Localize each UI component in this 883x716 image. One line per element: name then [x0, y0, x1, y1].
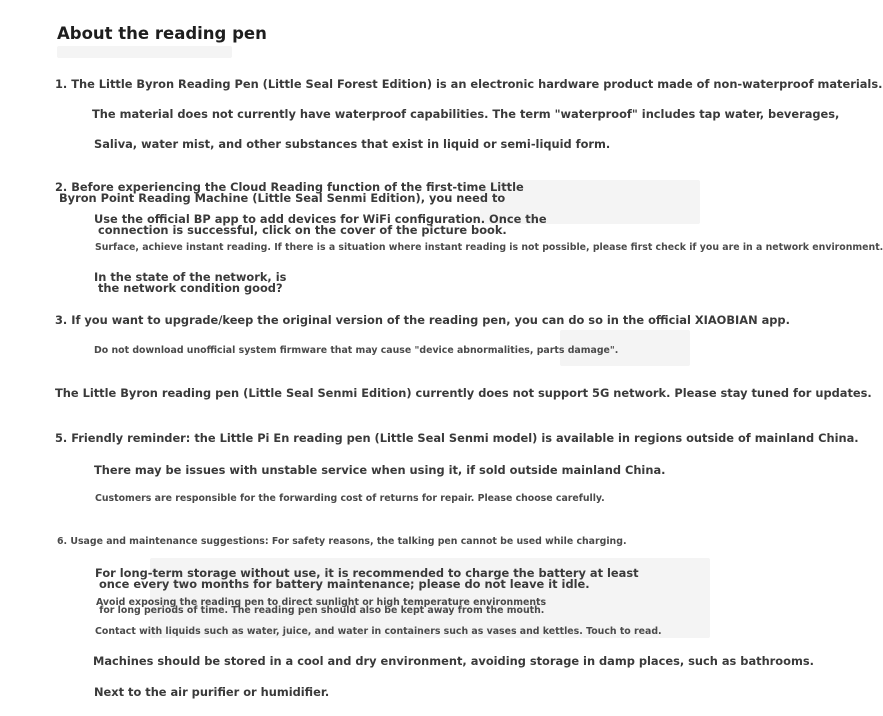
- paragraph-6-line-5: for long periods of time. The reading pen should also be kept away from the mouth.: [96, 605, 545, 616]
- paragraph-6-line-8: Next to the air purifier or humidifier.: [94, 685, 330, 699]
- paragraph-6-line-7: Machines should be stored in a cool and dry environment, avoiding storage in damp places, such as bathrooms.: [93, 654, 814, 668]
- paragraph-5-line-1: 5. Friendly reminder: the Little Pi En reading pen (Little Seal Senmi model) is available in regions outside of mainland China.: [55, 431, 859, 445]
- paragraph-4-line-1: The Little Byron reading pen (Little Seal Senmi Edition) currently does not support 5G network. Please stay tuned for updates.: [55, 386, 872, 400]
- paragraph-2-line-3: Use the official BP app to add devices for WiFi configuration. Once the: [94, 212, 547, 226]
- paragraph-2-line-4: connection is successful, click on the cover of the picture book.: [94, 223, 507, 237]
- page-title: About the reading pen: [57, 24, 267, 43]
- paragraph-6-line-3: once every two months for battery maintenance; please do not leave it idle.: [95, 577, 590, 591]
- paragraph-2-line-2: Byron Point Reading Machine (Little Seal Senmi Edition), you need to: [55, 191, 506, 205]
- paragraph-5-line-3: Customers are responsible for the forwarding cost of returns for repair. Please choose carefully.: [95, 493, 605, 504]
- paragraph-5-line-2: There may be issues with unstable service when using it, if sold outside mainland China.: [94, 463, 666, 477]
- faint-shading: [57, 46, 232, 58]
- paragraph-1-line-2: The material does not currently have waterproof capabilities. The term "waterproof" includes tap water, beverages,: [92, 107, 840, 121]
- paragraph-2-line-5: Surface, achieve instant reading. If there is a situation where instant reading is not possible, please first check if you are in a network environment.: [95, 242, 883, 253]
- paragraph-6-line-6: Contact with liquids such as water, juice, and water in containers such as vases and kettles. Touch to read.: [95, 626, 662, 637]
- paragraph-6-line-2: For long-term storage without use, it is recommended to charge the battery at least: [95, 566, 639, 580]
- paragraph-1-line-1: 1. The Little Byron Reading Pen (Little Seal Forest Edition) is an electronic hardware product made of non-waterproof materials.: [55, 77, 883, 91]
- paragraph-6-line-4: Avoid exposing the reading pen to direct sunlight or high temperature environments: [96, 597, 547, 608]
- paragraph-3-line-1: 3. If you want to upgrade/keep the original version of the reading pen, you can do so in the official XIAOBIAN app.: [55, 313, 790, 327]
- paragraph-6-line-1: 6. Usage and maintenance suggestions: For safety reasons, the talking pen cannot be used while charging.: [57, 536, 627, 547]
- paragraph-2-line-6: In the state of the network, is: [94, 270, 287, 284]
- paragraph-1-line-3: Saliva, water mist, and other substances that exist in liquid or semi-liquid form.: [94, 137, 611, 151]
- paragraph-2-line-1: 2. Before experiencing the Cloud Reading function of the first-time Little: [55, 180, 524, 194]
- paragraph-2-line-7: the network condition good?: [94, 281, 283, 295]
- paragraph-3-line-2: Do not download unofficial system firmware that may cause "device abnormalities, parts damage".: [94, 345, 619, 356]
